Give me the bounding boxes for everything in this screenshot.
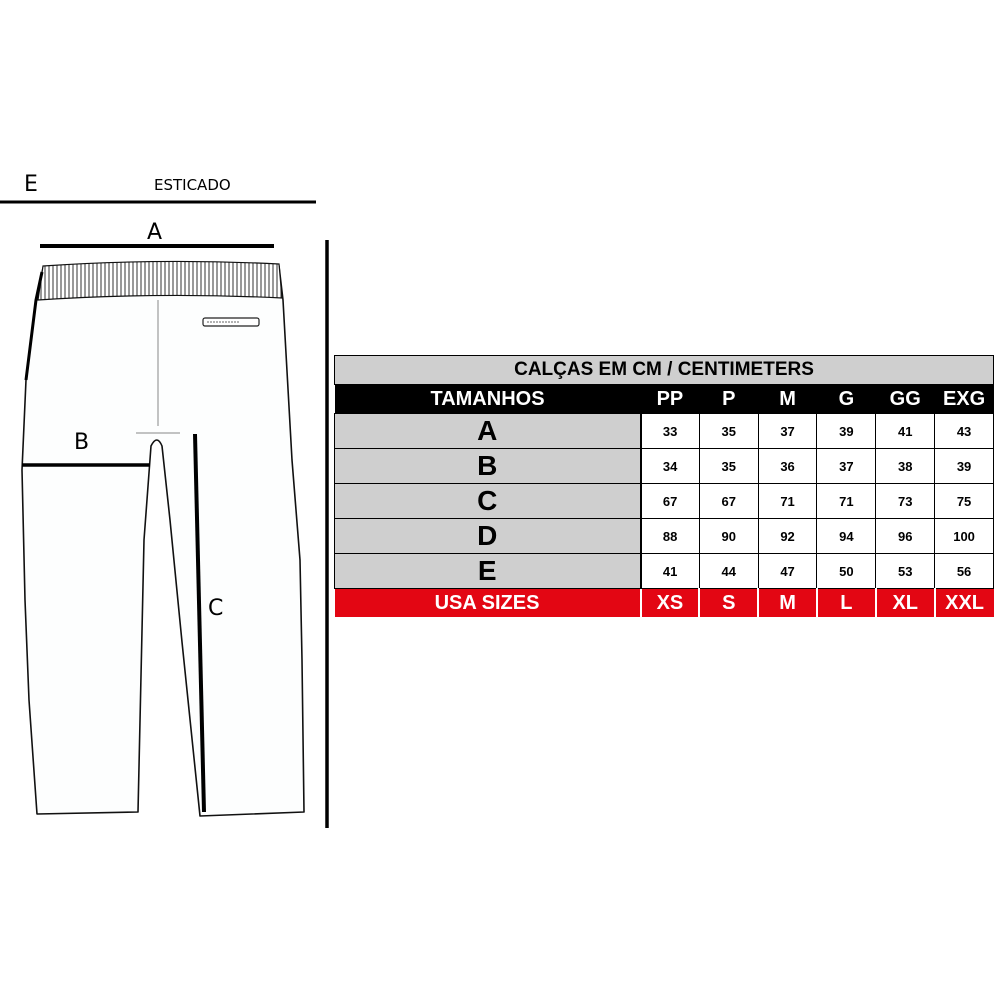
table-cell: 96	[876, 519, 935, 554]
table-cell: 44	[699, 554, 758, 589]
table-cell: 39	[935, 449, 994, 484]
table-cell: 94	[817, 519, 876, 554]
table-cell: 75	[935, 484, 994, 519]
table-cell: 90	[699, 519, 758, 554]
table-title-row	[335, 356, 994, 385]
table-cell: 56	[935, 554, 994, 589]
table-cell: 39	[817, 414, 876, 449]
table-cell: 100	[935, 519, 994, 554]
row-label: A	[335, 414, 641, 449]
usa-sizes-row	[335, 589, 994, 618]
usa-size: L	[817, 589, 876, 618]
table-row	[335, 449, 994, 484]
row-label: E	[335, 554, 641, 589]
label-e: E	[24, 172, 38, 197]
table-cell: 50	[817, 554, 876, 589]
usa-size: XXL	[935, 589, 994, 618]
header-sizes-label: TAMANHOS	[335, 385, 641, 414]
header-size: EXG	[935, 385, 994, 414]
table-row	[335, 554, 994, 589]
table-cell: 67	[699, 484, 758, 519]
label-c: C	[208, 596, 224, 621]
header-size: M	[758, 385, 817, 414]
table-cell: 33	[641, 414, 700, 449]
row-label: C	[335, 484, 641, 519]
usa-size: XL	[876, 589, 935, 618]
table-cell: 43	[935, 414, 994, 449]
table-cell: 35	[699, 449, 758, 484]
table-cell: 53	[876, 554, 935, 589]
header-size: G	[817, 385, 876, 414]
table-cell: 38	[876, 449, 935, 484]
header-size: GG	[876, 385, 935, 414]
table-cell: 41	[876, 414, 935, 449]
table-cell: 92	[758, 519, 817, 554]
usa-size: XS	[641, 589, 700, 618]
table-header-row	[335, 385, 994, 414]
usa-size: M	[758, 589, 817, 618]
header-size: PP	[641, 385, 700, 414]
table-cell: 37	[817, 449, 876, 484]
table-title: CALÇAS EM CM / CENTIMETERS	[335, 356, 994, 385]
table-cell: 41	[641, 554, 700, 589]
waistband	[38, 261, 282, 300]
table-cell: 71	[758, 484, 817, 519]
pants-outline	[22, 266, 304, 816]
header-size: P	[699, 385, 758, 414]
table-cell: 37	[758, 414, 817, 449]
label-stretched: ESTICADO	[154, 176, 231, 194]
usa-sizes-label: USA SIZES	[335, 589, 641, 618]
row-label: D	[335, 519, 641, 554]
table-row	[335, 414, 994, 449]
table-cell: 73	[876, 484, 935, 519]
table-cell: 47	[758, 554, 817, 589]
table-cell: 88	[641, 519, 700, 554]
table-cell: 67	[641, 484, 700, 519]
size-table	[334, 355, 994, 617]
table-cell: 34	[641, 449, 700, 484]
usa-size: S	[699, 589, 758, 618]
label-b: B	[74, 430, 90, 455]
table-row	[335, 484, 994, 519]
table-row	[335, 519, 994, 554]
table-cell: 36	[758, 449, 817, 484]
label-a: A	[147, 220, 163, 245]
row-label: B	[335, 449, 641, 484]
table-cell: 71	[817, 484, 876, 519]
table-cell: 35	[699, 414, 758, 449]
